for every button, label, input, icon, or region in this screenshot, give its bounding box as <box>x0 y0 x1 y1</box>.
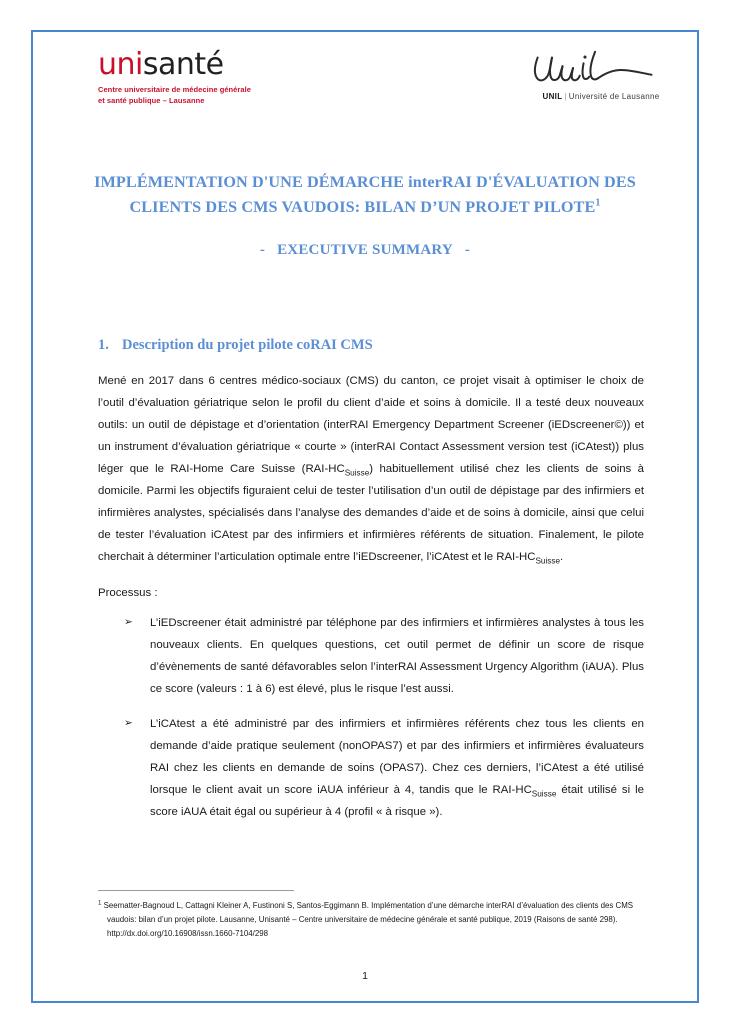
subscript-suisse-1: Suisse <box>344 468 370 478</box>
arrowhead-bullet-icon: ➢ <box>124 717 133 729</box>
subtitle-dash-left: - <box>259 242 266 259</box>
list-item <box>98 713 644 823</box>
subscript-suisse-3: Suisse <box>531 789 557 799</box>
unil-script-icon <box>521 48 671 92</box>
title-block <box>91 170 639 259</box>
unisante-tagline-line2: et santé publique – Lausanne <box>98 95 205 105</box>
page-number: 1 <box>362 970 368 982</box>
page-title-line2: CLIENTS DES CMS VAUDOIS: BILAN D’UN PROJET PILOTE <box>129 198 596 217</box>
footnote-citation: Seematter-Bagnoud L, Cattagni Kleiner A, Fustinoni S, Santos-Eggimann B. Implémentation d’une démarche interRAI d’évaluation des clients des CMS vaudois: bilan d’un projet pilote. Lausanne, Unisanté – Centre universitaire de médecine générale et santé publique, 2019 (Raisons de santé 298). http://dx.doi.org/10.16908/issn.1660-7104/298 <box>101 901 634 938</box>
unisante-logo <box>98 47 348 107</box>
unil-logo <box>521 48 681 101</box>
list-item-text-part2: était utilisé si le score iAUA était égal ou supérieur à 4 (profil « à risque »). <box>150 784 644 818</box>
unisante-tagline-line1: Centre universitaire de médecine générale <box>98 85 251 94</box>
processus-label: Processus : <box>98 587 158 599</box>
unisante-wordmark <box>98 47 348 82</box>
section-title: Description du projet pilote coRAI CMS <box>122 337 373 353</box>
page-subtitle <box>91 242 639 259</box>
paragraph-description-part1: Mené en 2017 dans 6 centres médico-sociaux (CMS) du canton, ce projet visait à optimiser le choix de l’outil d’évaluation gériatrique selon le profil du client d’aide et soins à domicile. Il a testé deux nouveaux outils: un outil de dépistage et d’orientation (interRAI Emergency Department Screener (iEDscreener©)) et un instrument d’évaluation gériatrique « courte » (interRAI Contact Assessment version test (iCAtest)) plus léger que le RAI-Home Care Suisse (RAI-HC <box>98 375 644 475</box>
unil-university-name: Université de Lausanne <box>568 92 660 101</box>
paragraph-description-part2: ) habituellement utilisé chez les clients de soins à domicile. Parmi les objectifs figuraient celui de tester l’utilisation d’un outil de dépistage par des infirmiers et infirmières analystes, spécialisés dans l’analyse des demandes d’aide et de soins à domicile, ainsi que celui de tester l’évaluation iCAtest par des infirmiers et infirmières référents de situation. Finalement, le pilote cherchait à déterminer l’articulation optimale entre l’iEDscreener, l’iCAtest et le RAI-HC <box>98 463 644 563</box>
section-heading <box>98 337 638 354</box>
body-text <box>98 370 644 836</box>
unil-fullname <box>521 92 681 101</box>
list-item-text-part1: L’iCAtest a été administré par des infirmiers et infirmières référents chez tous les clients en demande d’aide pratique seulement (nonOPAS7) et par des infirmiers et infirmières évaluateurs RAI chez les clients en demande de soins (OPAS7). Chez ces derniers, l’iCAtest a été utilisé lorsque le client avait un score iAUA inférieur à 4, tandis que le RAI-HC <box>150 718 644 796</box>
subtitle-label: EXECUTIVE SUMMARY <box>277 242 453 259</box>
footnote-area <box>98 890 644 940</box>
footnote-reference <box>98 899 644 940</box>
page-title <box>91 170 639 220</box>
section-number: 1. <box>98 337 109 353</box>
paragraph-description-part3: . <box>560 551 564 563</box>
page-title-line1: IMPLÉMENTATION D'UNE DÉMARCHE interRAI D'ÉVALUATION DES <box>94 173 636 191</box>
footnote-separator <box>98 890 294 891</box>
processus-list <box>98 612 644 823</box>
list-item-text: L’iEDscreener était administré par téléphone par des infirmiers et infirmières analystes à tous les nouveaux clients. En quelques questions, cet outil permet de définir un score de risque d’évènements de santé défavorables selon l’interRAI Assessment Urgency Algorithm (iAUA). Plus ce score (valeurs : 1 à 6) est élevé, plus le risque l’est aussi. <box>150 617 644 695</box>
page-content <box>31 30 699 1003</box>
subscript-suisse-2: Suisse <box>535 556 561 566</box>
unisante-tagline <box>98 85 348 107</box>
unisante-wordmark-sante: santé <box>142 47 224 82</box>
title-footnote-marker: 1 <box>595 197 601 209</box>
paragraph-description <box>98 370 644 568</box>
arrowhead-bullet-icon: ➢ <box>124 616 133 628</box>
unil-separator: | <box>564 92 567 101</box>
unisante-wordmark-uni: uni <box>98 47 143 82</box>
list-item <box>98 612 644 700</box>
page-header <box>31 30 699 135</box>
footnote-marker: 1 <box>98 899 102 907</box>
subtitle-dash-right: - <box>464 242 471 259</box>
unil-abbrev: UNIL <box>542 92 563 101</box>
